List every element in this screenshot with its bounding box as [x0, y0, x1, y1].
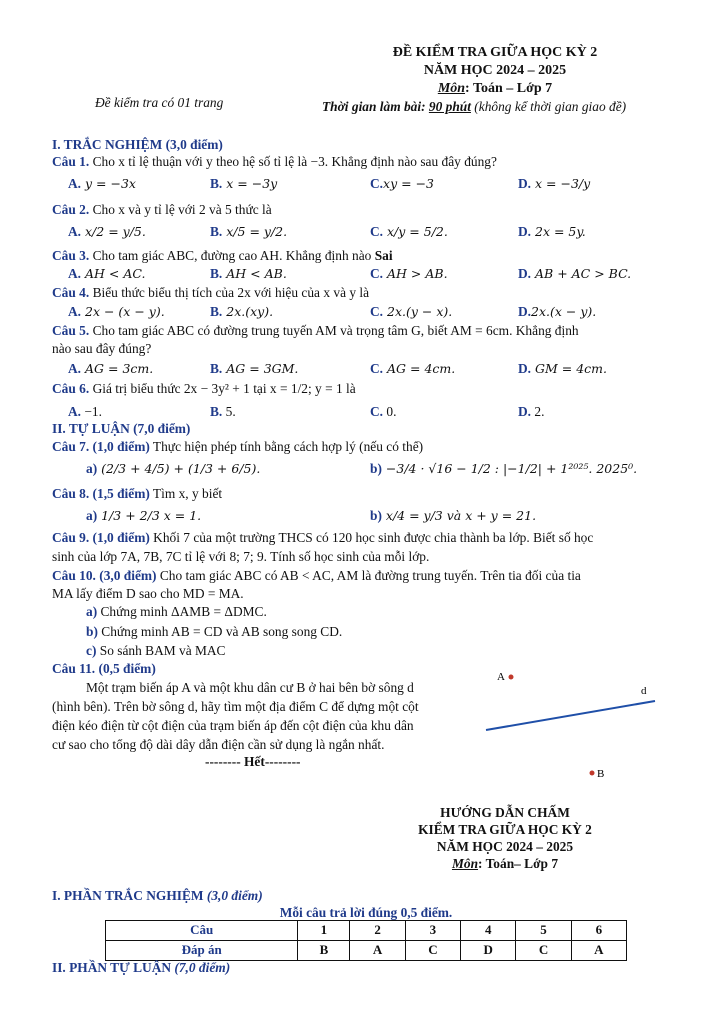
opt-value: 5.	[222, 404, 236, 419]
opt-key: B.	[210, 404, 223, 419]
time-label: Thời gian làm bài:	[322, 99, 429, 114]
guide-subject-label: Môn	[451, 856, 479, 871]
opt-value: y = −3x	[81, 176, 136, 191]
point-a-dot	[509, 675, 514, 680]
opt-value: 2x = 5y.	[531, 224, 586, 239]
q4-option-b	[210, 304, 273, 321]
question-11	[52, 661, 156, 678]
opt-key: B.	[210, 176, 223, 191]
time-value: 90 phút	[428, 99, 471, 114]
q2-option-c	[370, 224, 448, 241]
point-a-label: A	[497, 671, 505, 683]
table-row-question	[106, 921, 627, 941]
opt-key: B.	[210, 361, 223, 376]
opt-value: xy = −3	[383, 176, 434, 191]
exam-subject	[300, 80, 690, 98]
q10-text: Cho tam giác ABC có AB < AC, AM là đường trung tuyến. Trên tia đối của tia	[156, 568, 581, 583]
q3-bold-tail: Sai	[374, 248, 393, 263]
question-9-line2: sinh của lớp 7A, 7B, 7C tỉ lệ với 8; 7; 9. Tính số học sinh của mỗi lớp.	[52, 549, 430, 564]
q5-option-a	[68, 361, 153, 378]
table-cell: C	[516, 941, 571, 961]
opt-key: D.	[518, 361, 532, 376]
q3-option-d	[518, 266, 631, 283]
q3-option-b	[210, 266, 287, 283]
part-expr: −3/4 · √16 − 1/2 : |−1/2| + 1²⁰²⁵. 2025⁰.	[381, 461, 638, 476]
opt-key: B.	[210, 266, 223, 281]
q7-text: Thực hiện phép tính bằng cách hợp lý (nếu có thể)	[149, 439, 424, 454]
part-label: b)	[370, 508, 382, 523]
q4-label: Câu 4.	[52, 285, 90, 300]
q6-option-b	[210, 404, 236, 421]
opt-key: A.	[68, 224, 82, 239]
table-cell: 4	[461, 921, 516, 941]
q9-text: Khối 7 của một trường THCS có 120 học sinh được chia thành ba lớp. Biết số học	[149, 530, 594, 545]
opt-key: B.	[210, 224, 223, 239]
opt-key: C.	[370, 176, 384, 191]
q1-option-c	[370, 176, 434, 193]
question-1	[52, 154, 497, 171]
q3-label: Câu 3.	[52, 248, 90, 263]
guide-part2-title: II. PHẦN TỰ LUẬN	[52, 960, 175, 975]
part2-heading: II. TỰ LUẬN (7,0 điểm)	[52, 421, 191, 436]
point-b-dot	[590, 771, 595, 776]
guide-part1-heading	[52, 888, 263, 905]
river-line-d	[486, 701, 655, 730]
opt-value: 2.	[531, 404, 545, 419]
q11-label: Câu 11. (0,5 điểm)	[52, 661, 156, 676]
q2-label: Câu 2.	[52, 202, 90, 217]
part1-heading: I. TRẮC NGHIỆM (3,0 điểm)	[52, 137, 223, 152]
opt-value: x = −3y	[222, 176, 278, 191]
opt-key: A.	[68, 304, 82, 319]
opt-value: 0.	[383, 404, 397, 419]
q8-part-a	[86, 508, 201, 525]
part-label: a)	[86, 508, 98, 523]
question-6	[52, 381, 356, 398]
guide-year: NĂM HỌC 2024 – 2025	[436, 839, 574, 854]
opt-key: A.	[68, 266, 82, 281]
q11-figure	[480, 660, 700, 790]
opt-value: −1.	[81, 404, 102, 419]
opt-key: D.	[518, 266, 532, 281]
part-text: So sánh BAM và MAC	[96, 643, 226, 658]
opt-value: AG = 4cm.	[383, 361, 456, 376]
end-marker: -------- Hết--------	[205, 754, 301, 769]
q3-option-a	[68, 266, 145, 283]
q1-option-d	[518, 176, 590, 193]
table-cell: C	[405, 941, 460, 961]
opt-value: x/2 = y/5.	[81, 224, 146, 239]
part-label: a)	[86, 604, 98, 619]
table-cell: 1	[298, 921, 350, 941]
q11-line-3: điện kéo điện từ cột điện của trạm biến áp đến cột điện của khu dân	[52, 718, 414, 733]
table-cell: 2	[350, 921, 405, 941]
part-label: b)	[86, 624, 98, 639]
q4-option-a	[68, 304, 165, 321]
guide-part2-heading	[52, 960, 230, 977]
opt-key: D.	[518, 404, 532, 419]
answer-table	[105, 920, 627, 961]
part-expr: (2/3 + 4/5) + (1/3 + 6/5).	[97, 461, 261, 476]
opt-key: D.	[518, 304, 532, 319]
opt-key: A.	[68, 176, 82, 191]
q6-option-a	[68, 404, 102, 421]
q7-part-a	[86, 461, 260, 478]
page-count-note: Đề kiểm tra có 01 trang	[95, 95, 224, 110]
table-cell: 3	[405, 921, 460, 941]
opt-value: AG = 3cm.	[81, 361, 154, 376]
opt-key: A.	[68, 404, 82, 419]
q4-text: Biểu thức biểu thị tích của 2x với hiệu của x và y là	[89, 285, 370, 300]
q6-option-d	[518, 404, 544, 421]
part-text: Chứng minh AB = CD và AB song song CD.	[97, 624, 343, 639]
q11-line-4: cư sao cho tổng độ dài dây dẫn điện cần sử dụng là ngắn nhất.	[52, 737, 385, 752]
opt-key: A.	[68, 361, 82, 376]
table-header-cau: Câu	[106, 921, 298, 941]
opt-key: C.	[370, 266, 384, 281]
opt-key: D.	[518, 224, 532, 239]
part-label: a)	[86, 461, 98, 476]
time-note: (không kể thời gian giao đề)	[470, 99, 627, 114]
guide-note: Mỗi câu trả lời đúng 0,5 điểm.	[279, 905, 453, 920]
q5-label: Câu 5.	[52, 323, 90, 338]
guide-part2-points: (7,0 điểm)	[174, 960, 231, 975]
question-2	[52, 202, 272, 219]
opt-value: AH < AC.	[81, 266, 146, 281]
question-5-line2: nào sau đây đúng?	[52, 341, 152, 356]
q8-label: Câu 8. (1,5 điểm)	[52, 486, 150, 501]
opt-key: B.	[210, 304, 223, 319]
table-header-dap-an: Đáp án	[106, 941, 298, 961]
q3-option-c	[370, 266, 448, 283]
q4-option-d	[518, 304, 596, 321]
q5-text: Cho tam giác ABC có đường trung tuyến AM và trọng tâm G, biết AM = 6cm. Khẳng định	[89, 323, 579, 338]
table-cell: A	[350, 941, 405, 961]
q6-text: Giá trị biểu thức 2x − 3y² + 1 tại x = 1/2; y = 1 là	[89, 381, 356, 396]
question-5	[52, 323, 579, 340]
q6-option-c	[370, 404, 396, 421]
q10-label: Câu 10. (3,0 điểm)	[52, 568, 157, 583]
table-cell: A	[571, 941, 626, 961]
table-cell: 5	[516, 921, 571, 941]
guide-title2: KIỂM TRA GIỮA HỌC KỲ 2	[418, 822, 592, 837]
subject-label: Môn	[437, 81, 466, 96]
point-b-label: B	[597, 768, 605, 780]
guide-subject	[380, 856, 630, 873]
opt-value: x = −3/y	[531, 176, 591, 191]
opt-key: D.	[518, 176, 532, 191]
part-expr: 1/3 + 2/3 x = 1.	[97, 508, 202, 523]
opt-key: C.	[370, 404, 384, 419]
subject-value: : Toán – Lớp 7	[465, 81, 553, 96]
q10-part-c	[86, 643, 226, 660]
opt-value: 2x.(x − y).	[531, 304, 597, 319]
table-row-answer	[106, 941, 627, 961]
opt-value: AB + AC > BC.	[531, 266, 632, 281]
q2-option-a	[68, 224, 146, 241]
q3-text: Cho tam giác ABC, đường cao AH. Khẳng định nào	[89, 248, 375, 263]
q11-line-1: Một trạm biến áp A và một khu dân cư B ở hai bên bờ sông d	[86, 680, 414, 695]
opt-value: GM = 4cm.	[531, 361, 607, 376]
q7-part-b	[370, 461, 637, 478]
question-9	[52, 530, 593, 547]
q1-text: Cho x tỉ lệ thuận với y theo hệ số tỉ lệ là −3. Khẳng định nào sau đây đúng?	[89, 154, 497, 169]
q8-text: Tìm x, y biết	[149, 486, 223, 501]
q1-option-b	[210, 176, 277, 193]
opt-value: x/5 = y/2.	[222, 224, 288, 239]
guide-part1-title: I. PHẦN TRẮC NGHIỆM	[52, 888, 207, 903]
guide-title: HƯỚNG DẪN CHẤM	[440, 805, 570, 820]
q1-label: Câu 1.	[52, 154, 90, 169]
q2-option-d	[518, 224, 586, 241]
q5-option-d	[518, 361, 607, 378]
q1-option-a	[68, 176, 136, 193]
question-10-line2: MA lấy điểm D sao cho MD = MA.	[52, 586, 244, 601]
exam-title: ĐỀ KIỂM TRA GIỮA HỌC KỲ 2	[392, 45, 598, 60]
part-label: c)	[86, 643, 97, 658]
q8-part-b	[370, 508, 536, 525]
opt-key: C.	[370, 224, 384, 239]
table-cell: B	[298, 941, 350, 961]
opt-value: 2x.(xy).	[222, 304, 274, 319]
time-limit	[322, 99, 626, 116]
opt-key: C.	[370, 304, 384, 319]
question-3	[52, 248, 393, 265]
opt-value: 2x − (x − y).	[81, 304, 165, 319]
question-7	[52, 439, 423, 456]
exam-year: NĂM HỌC 2024 – 2025	[423, 63, 567, 78]
table-cell: 6	[571, 921, 626, 941]
q4-option-c	[370, 304, 452, 321]
river-label-d: d	[641, 685, 647, 697]
part-text: Chứng minh ΔAMB = ΔDMC.	[97, 604, 267, 619]
q5-option-c	[370, 361, 455, 378]
q9-label: Câu 9. (1,0 điểm)	[52, 530, 150, 545]
q10-part-b	[86, 624, 342, 641]
opt-key: C.	[370, 361, 384, 376]
q2-text: Cho x và y tỉ lệ với 2 và 5 thức là	[89, 202, 272, 217]
part-label: b)	[370, 461, 382, 476]
table-cell: D	[461, 941, 516, 961]
guide-subject-value: : Toán– Lớp 7	[478, 856, 559, 871]
q11-line-2: (hình bên). Trên bờ sông d, hãy tìm một địa điểm C để dựng một cột	[52, 699, 419, 714]
q2-option-b	[210, 224, 287, 241]
part-expr: x/4 = y/3 và x + y = 21.	[381, 508, 537, 523]
opt-value: AH > AB.	[383, 266, 448, 281]
opt-value: x/y = 5/2.	[383, 224, 448, 239]
q5-option-b	[210, 361, 298, 378]
question-10	[52, 568, 581, 585]
opt-value: AH < AB.	[222, 266, 287, 281]
q10-part-a	[86, 604, 267, 621]
question-4	[52, 285, 369, 302]
guide-part1-points: (3,0 điểm)	[206, 888, 263, 903]
question-8	[52, 486, 222, 503]
q7-label: Câu 7. (1,0 điểm)	[52, 439, 150, 454]
q6-label: Câu 6.	[52, 381, 90, 396]
opt-value: AG = 3GM.	[222, 361, 299, 376]
opt-value: 2x.(y − x).	[383, 304, 453, 319]
